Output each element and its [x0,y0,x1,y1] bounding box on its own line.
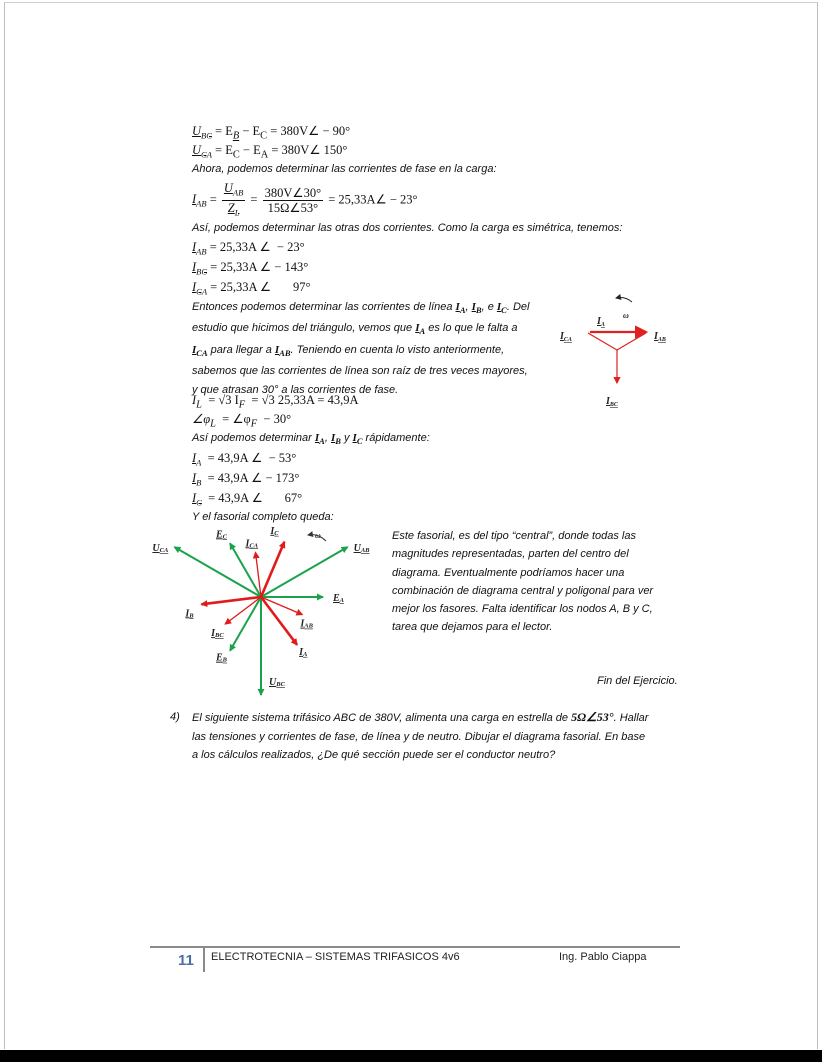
equation-uca: $U_{CA} = E_C - E_A$ = 380V∠ 150° [192,143,348,161]
triangle-current-diagram [550,285,690,415]
exercise-4-statement: El siguiente sistema trifásico ABC de 380V, alimenta una carga en estrella de 5Ω∠53°. Hallar las tensiones y corrientes de fase, de línea y de neutro. Dibujar el diagrama fasorial. En base a los cálculos realizados, ¿De qué sección puede ser el conductor neutro? [192,710,649,761]
footer-divider [203,948,205,972]
iab-vector [617,333,646,350]
symmetric-note: Así, podemos determinar las otras dos corrientes. Como la carga es simétrica, tenemos: [192,222,623,234]
phase-currents-intro: Ahora, podemos determinar las corrientes de fase en la carga: [192,163,497,175]
il-formula: $I_L = √3$ $I_F = √3$ 25,33A = 43,9A [192,393,359,411]
ica-label: $I_{CA}$ [560,331,572,343]
phasor-vectors [152,526,370,695]
line-currents-paragraph: Entonces podemos determinar las corrientes de línea $I_A$, $I_B$, e $I_C$. Del estudio que hicimos del triángulo, vemos que $I_A$ es lo que le falta a $I_{CA}$ para llegar a $I_{AB}$. Teniendo en cuenta lo visto anteriormente, sabemos que las corrientes de línea son raíz de tres veces mayores, y que atrasan 30° a las corrientes de fase. [192,301,530,396]
label-ubc: UBC [269,677,285,688]
label-ea: EA [333,593,345,604]
line-current-ib: $I_B = 43,9A$ ∠ − 173° [192,471,300,488]
label-ib: IB [185,608,194,620]
omega-label: ω [315,531,321,540]
phi-formula: $\angle\varphi_L$ = $\angle\varphi_F - 30^\circ$ [192,412,292,430]
quick-note: Así podemos determinar $I_A$, $I_B$ y $I_C$ rápidamente: [192,432,430,447]
label-ic: IC [270,525,279,537]
end-note: Fin del Ejercicio. [597,675,678,687]
ibc-label: $I_{BC}$ [606,396,618,408]
rotation-arrow-icon [616,298,632,303]
fraction-uab-zl: $\frac{U_{AB}}{Z_L}$ [223,181,244,217]
label-eb: EB [216,652,228,664]
footer-rule [150,946,680,948]
line-current-ia: $I_A = 43,9A$ ∠ − 53° [192,451,297,468]
fasorial-intro: Y el fasorial completo queda: [192,511,334,523]
page-number: 11 [178,952,194,969]
ia-label: $I_A$ [597,316,605,328]
vector-uca [174,547,261,597]
vector-ic [261,542,284,597]
omega-label: ω [623,311,629,320]
fasorial-description: Este fasorial, es del tipo “central”, donde todas las magnitudes representadas, parten del centro del diagrama. Eventualmente podríamos hacer una combinación de diagrama central y poligonal para ver mejor los fasores. Falta identificar los nodos A, B y C, tarea que dejamos para el lector. [392,530,654,634]
load-impedance: 5Ω∠53° [571,710,614,724]
label-ica: ICA [245,538,259,550]
label-ia: IA [299,646,308,658]
phase-current-ibc: $I_{BC} = 25,33A$ ∠ − 143° [192,260,309,277]
label-ibc: IBC [211,628,224,640]
line-current-ic: $I_C = 43,9A$ ∠ 67° [192,491,303,508]
label-iab: IAB [300,618,313,630]
footer-title: ELECTROTECNIA – SISTEMAS TRIFASICOS 4v6 [211,951,460,963]
vector-uab [261,547,348,597]
vector-eb [230,597,261,651]
phase-current-iab: $I_{AB} = 25,33A$ ∠ − 23° [192,240,305,257]
label-ec: EC [216,529,228,541]
fraction-values: $\frac{380V\angle 30^\circ}{15\Omega\angle 53^\circ}$ [264,185,322,215]
exercise-4-number: 4) [170,711,180,723]
eq-sign: = E [215,124,233,138]
phasor-diagram [140,525,385,700]
bottom-bar [0,1050,822,1062]
ica-vector [588,333,617,350]
iab-formula: $I_{AB}$ = $\frac{U_{AB}}{Z_L}$ = $\frac{380V\angle 30^\circ}{15\Omega\angle 53^\circ}$ = 25,33A∠ − 23° [192,181,418,220]
label-uab: UAB [353,543,370,554]
iab-label: $I_{AB}$ [654,331,666,343]
equation-ubc: $U_{BC} = E_B - E_C$ = 380V∠ − 90° [192,124,351,142]
phase-current-ica: $I_{CA} = 25,33A$ ∠ 97° [192,280,311,297]
label-uca: UCA [152,543,169,554]
footer-author: Ing. Pablo Ciappa [559,951,647,963]
